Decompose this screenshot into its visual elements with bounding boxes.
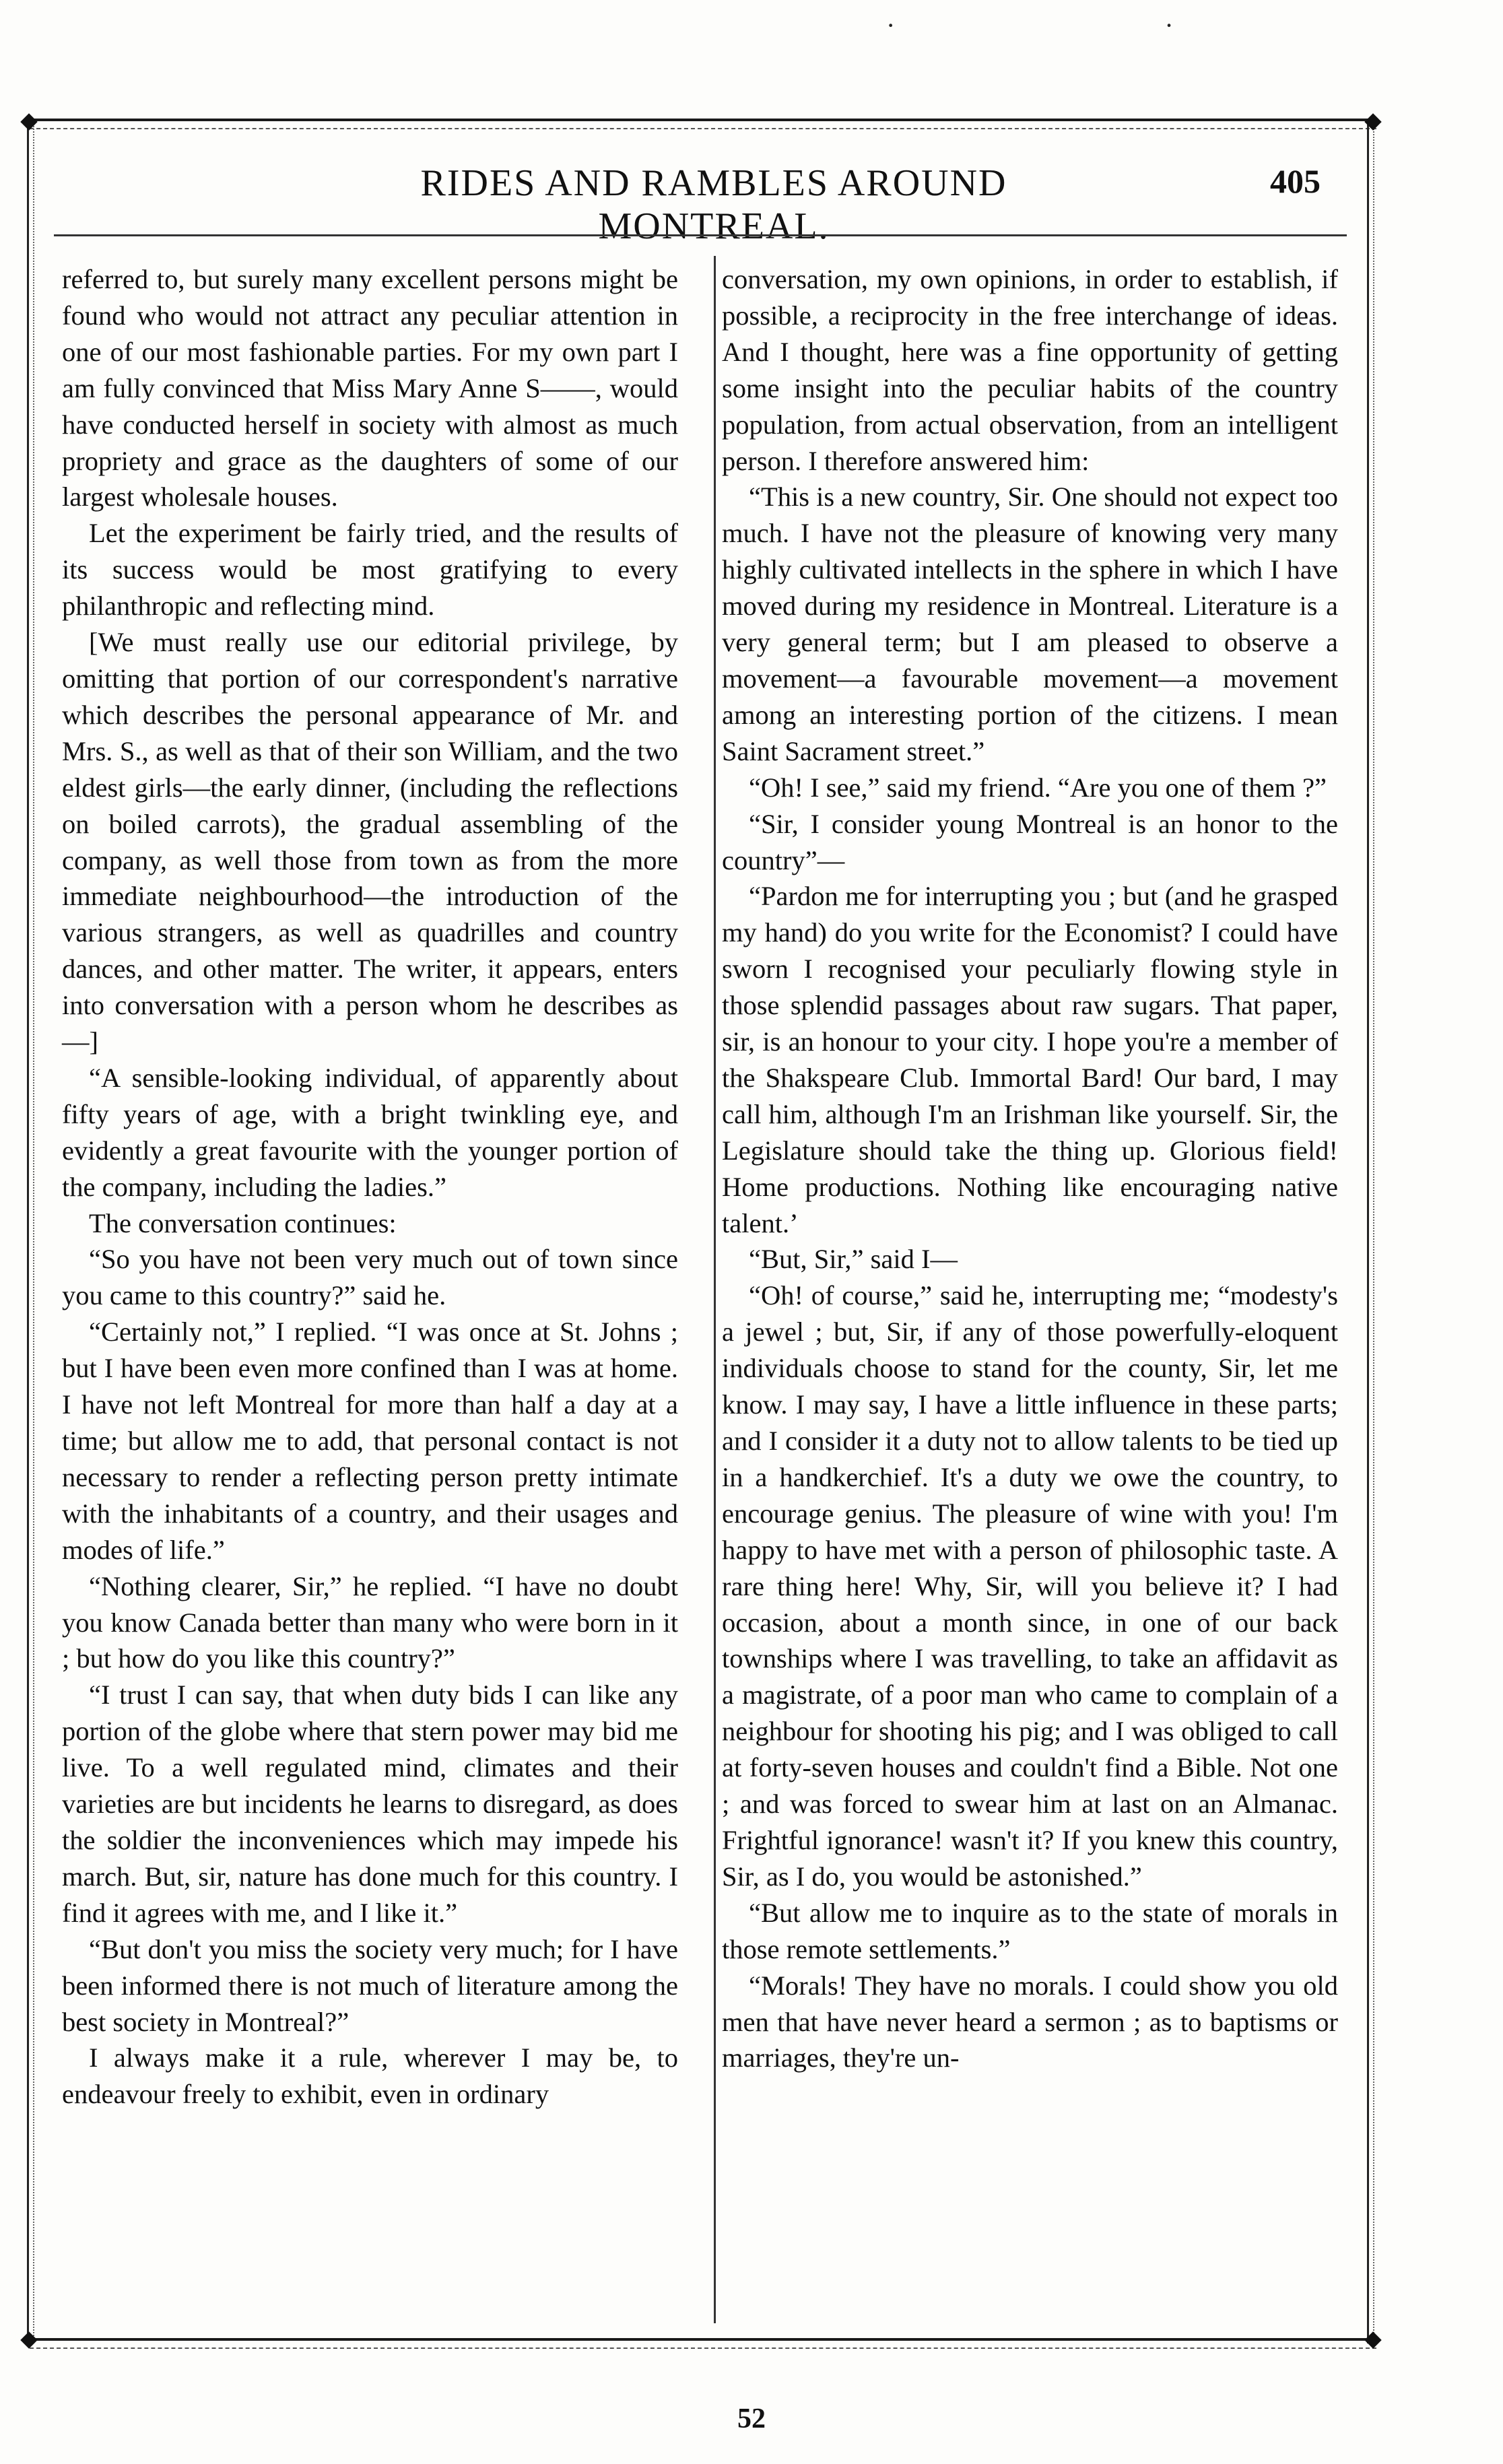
paragraph: “Sir, I consider young Montreal is an honor to the country”—: [722, 808, 1338, 875]
left-column: [62, 261, 678, 2112]
paragraph: “But allow me to inquire as to the state of morals in those remote settlements.”: [722, 1897, 1338, 1964]
signature-mark: 52: [737, 2403, 766, 2434]
paragraph: I always make it a rule, wherever I may be, to endeavour freely to exhibit, even in ordinary: [62, 2042, 678, 2110]
paragraph: “Oh! I see,” said my friend. “Are you one of them ?”: [749, 772, 1327, 803]
right-column: [722, 261, 1338, 2076]
top-edge-marks: · ·: [886, 10, 1174, 40]
paragraph: Let the experiment be fairly tried, and the results of its success would be most gratifying to every philanthropic and reflecting mind.: [62, 518, 678, 622]
paragraph: “But don't you miss the society very much; for I have been informed there is not much of literature among the best society in Montreal?”: [62, 1933, 678, 2037]
paragraph: “This is a new country, Sir. One should not expect too much. I have not the pleasure of knowing very many highly cultivated intellects in the sphere in which I have moved during my residence in Montreal. Literature is a very general term; but I am pleased to observe a movement—a favourable movement—a movement among an interesting portion of the citizens. I mean Saint Sacrament street.”: [722, 481, 1338, 766]
paragraph: “Nothing clearer, Sir,” he replied. “I have no doubt you know Canada better than many who were born in it ; but how do you like this country?”: [62, 1570, 678, 1674]
paragraph: “Oh! of course,” said he, interrupting me; “modesty's a jewel ; but, Sir, if any of those powerfully-eloquent individuals choose to stand for the county, Sir, let me know. I may say, I have a little influence in these parts; and I consider it a duty not to allow talents to be tied up in a handkerchief. It's a duty we owe the country, to encourage genius. The pleasure of wine with you! I'm happy to have met with a person of philosophic taste. A rare thing here! Why, Sir, will you believe it? I had occasion, about a month since, in one of our back townships where I was travelling, to take an affidavit as a magistrate, of a poor man who came to complain of a neighbour for shooting his pig; and I was obliged to call at forty-seven houses and couldn't find a Bible. Not one ; and was forced to swear him at last on an Almanac. Frightful ignorance! wasn't it? If you knew this country, Sir, as I do, you would be astonished.”: [722, 1280, 1338, 1892]
header-rule: [54, 234, 1347, 236]
ornamental-border-right: [1367, 121, 1374, 2343]
paragraph: “A sensible-looking individual, of apparently about fifty years of age, with a bright twinkling eye, and evidently a great favourite with the younger portion of the company, including the ladies.”: [62, 1062, 678, 1202]
ornamental-border-top: [30, 119, 1376, 129]
ornamental-border-left: [27, 121, 34, 2343]
paragraph: conversation, my own opinions, in order to establish, if possible, a reciprocity in the free interchange of ideas. And I thought, here was a fine opportunity of getting some insight into the peculiar habits of the country population, from actual observation, from an intelligent person. I therefore answered him:: [722, 264, 1338, 476]
paragraph: “So you have not been very much out of town since you came to this country?” said he.: [62, 1244, 678, 1311]
page-number: 405: [1270, 162, 1321, 200]
paragraph: “Pardon me for interrupting you ; but (and he grasped my hand) do you write for the Economist? I could have sworn I recognised your peculiarly flowing style in those splendid passages about raw sugars. That paper, sir, is an honour to your city. I hope you're a member of the Shakspeare Club. Immortal Bard! Our bard, I may call him, although I'm an Irishman like yourself. Sir, the Legislature should take the thing up. Glorious field! Home productions. Nothing like encouraging native talent.’: [722, 881, 1338, 1238]
running-head: RIDES AND RAMBLES AROUND MONTREAL.: [420, 162, 1007, 247]
paragraph: “Morals! They have no morals. I could show you old men that have never heard a sermon ; as to baptisms or marriages, they're un-: [722, 1970, 1338, 2073]
ornamental-border-bottom: [30, 2338, 1376, 2349]
paragraph: “But, Sir,” said I—: [749, 1244, 958, 1275]
paragraph: referred to, but surely many excellent persons might be found who would not attract any peculiar attention in one of our most fashionable parties. For my own part I am fully convinced that Miss Mary Anne S——, would have conducted herself in society with almost as much propriety and grace as the daughters of some of our largest wholesale houses.: [62, 264, 678, 512]
paragraph: “Certainly not,” I replied. “I was once at St. Johns ; but I have been even more confined than I was at home. I have not left Montreal for more than half a day at a time; but allow me to add, that personal contact is not necessary to render a reflecting person pretty intimate with the inhabitants of a country, and their usages and modes of life.”: [62, 1317, 678, 1565]
paragraph: The conversation continues:: [89, 1207, 397, 1238]
paragraph: “I trust I can say, that when duty bids I can like any portion of the globe where that stern power may bid me live. To a well regulated mind, climates and their varieties are but incidents he learns to disregard, as does the soldier the inconveniences which may impede his march. But, sir, nature has done much for this country. I find it agrees with me, and I like it.”: [62, 1679, 678, 1928]
paragraph: [We must really use our editorial privilege, by omitting that portion of our correspondent's narrative which describes the personal appearance of Mr. and Mrs. S., as well as that of their son William, and the two eldest girls—the early dinner, (including the reflections on boiled carrots), the gradual assembling of the company, as well those from town as from the more immediate neighbourhood—the introduction of the various strangers, as well as quadrilles and country dances, and other matter. The writer, it appears, enters into conversation with a person whom he describes as—]: [62, 627, 678, 1057]
column-rule: [714, 256, 716, 2323]
